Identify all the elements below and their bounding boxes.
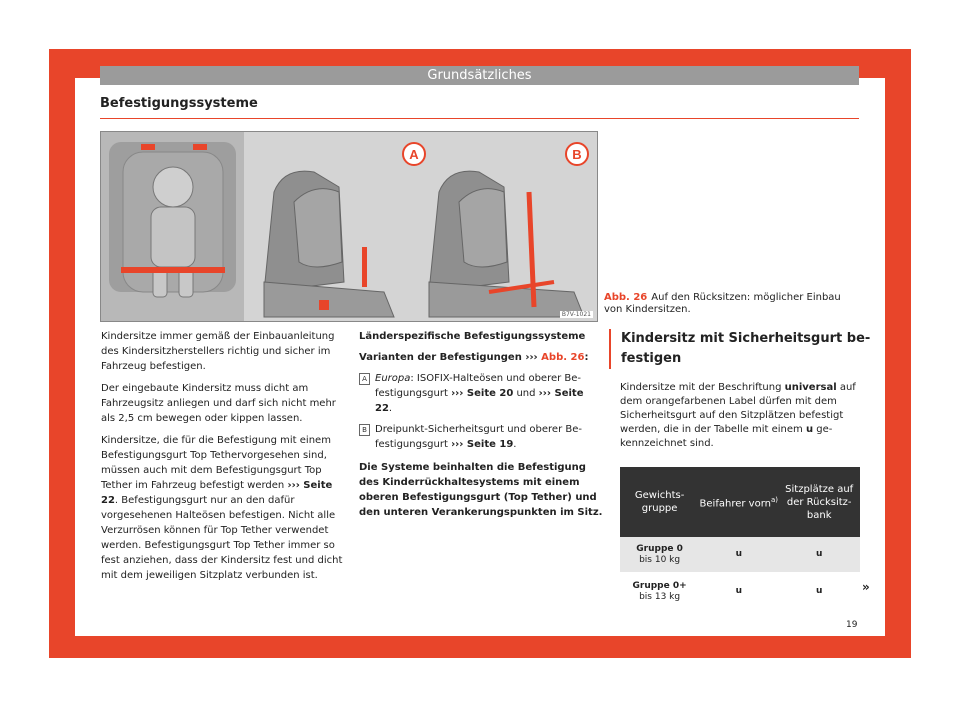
- title-divider: [100, 118, 859, 119]
- column-middle: [359, 329, 604, 526]
- variant-marker: B: [359, 424, 370, 436]
- table-cell: u: [699, 573, 778, 609]
- page-reference-link[interactable]: ››› Seite 22: [375, 388, 584, 414]
- continue-arrow-icon: »: [862, 580, 870, 594]
- variants-line: Varianten der Befestigungen ››› Abb. 26:: [359, 352, 589, 363]
- figure-reference-link[interactable]: Abb. 26: [541, 352, 585, 363]
- bold-paragraph: Die Systeme beinhalten die Befestigung des Kinderrückhaltesystems mit einem oberen Befestigungsgurt (Top Tether) und den unteren Verankerungspunkten im Sitz.: [359, 462, 603, 518]
- section-header: Grundsätzliches: [100, 66, 859, 85]
- table-cell: u: [778, 573, 860, 609]
- figure-code: B7V-1021: [561, 311, 591, 318]
- page-reference-link[interactable]: ››› Seite 20: [451, 388, 514, 399]
- caption-text: Auf den Rücksitzen: möglicher Einbau von Kindersitzen.: [604, 292, 841, 315]
- column-header: Beifahrer vorn$^{a)}$: [699, 467, 778, 537]
- page-reference-link[interactable]: ››› Seite 22: [101, 480, 333, 506]
- paragraph: Kindersitze immer gemäß der Einbauanleitung des Kindersitzherstellers richtig und sicher im Fahrzeug befestigen.: [101, 331, 335, 372]
- label-a: [403, 143, 425, 165]
- installation-diagram: [244, 132, 597, 321]
- figure-caption: [604, 292, 860, 316]
- table-cell: Gruppe 0+ bis 13 kg: [620, 573, 699, 609]
- table-cell: u: [778, 537, 860, 573]
- table-row: [620, 573, 860, 609]
- child-seat-photo: [101, 132, 244, 321]
- list-item: A Europa: ISOFIX-Halteösen und oberer Befestigungsgurt ››› Seite 20 und ››› Seite 22.: [359, 371, 604, 416]
- footnote-marker: a): [770, 495, 778, 504]
- list-item: B Dreipunkt-Sicherheitsgurt und oberer Befestigungsgurt ››› Seite 19.: [359, 422, 604, 452]
- subheading: Länderspezifische Befestigungssysteme: [359, 331, 586, 342]
- page-title: Befestigungssysteme: [100, 96, 258, 111]
- paragraph: Kindersitze mit der Beschriftung universal auf dem orangefarbenen Label dürfen mit dem Sicherheitsgurt auf den Sitzplätzen befestigt werden, die in der Tabelle mit einem u gekennzeichnet sind.: [620, 382, 856, 449]
- figure-26: [100, 131, 598, 322]
- caption-number: Abb. 26: [604, 292, 648, 303]
- variant-marker: A: [359, 373, 370, 385]
- label-a-text: A: [409, 147, 419, 162]
- table-header-row: [620, 467, 860, 537]
- seat-table: [620, 467, 860, 609]
- section-heading: Kindersitz mit Sicherheitsgurt befestigen: [609, 329, 871, 369]
- table-cell: u: [699, 537, 778, 573]
- paragraph: Der eingebaute Kindersitz muss dicht am Fahrzeugsitz anliegen und darf sich nicht mehr als 2,5 cm bewegen oder kippen lassen.: [101, 383, 336, 424]
- label-b: [566, 143, 588, 165]
- page-reference-link[interactable]: ››› Seite 19: [451, 439, 514, 450]
- page-number: 19: [846, 620, 858, 630]
- paragraph: Kindersitze, die für die Befestigung mit einem Befestigungsgurt Top Tethervorgesehen sind, müssen auch mit dem Befestigungsgurt Top Tether im Fahrzeug befestigt werden ››› Seite 22. Befestigungsgurt nur an den dafür vorgesehenen Halteösen befestigen. Nicht alle Verzurrösen können für Top Tether verwendet werden. Befestigungsgurt Top Tether immer so fest anziehen, dass der Kindersitz fest und dicht mit dem jeweiligen Sitzplatz verbunden ist.: [101, 435, 343, 581]
- column-left: [101, 329, 346, 590]
- column-header: Gewichts-gruppe: [620, 467, 699, 537]
- table-cell: Gruppe 0 bis 10 kg: [620, 537, 699, 573]
- column-header: Sitzplätze auf der Rücksitz-bank: [778, 467, 860, 537]
- table-row: [620, 537, 860, 573]
- label-b-text: B: [572, 147, 582, 162]
